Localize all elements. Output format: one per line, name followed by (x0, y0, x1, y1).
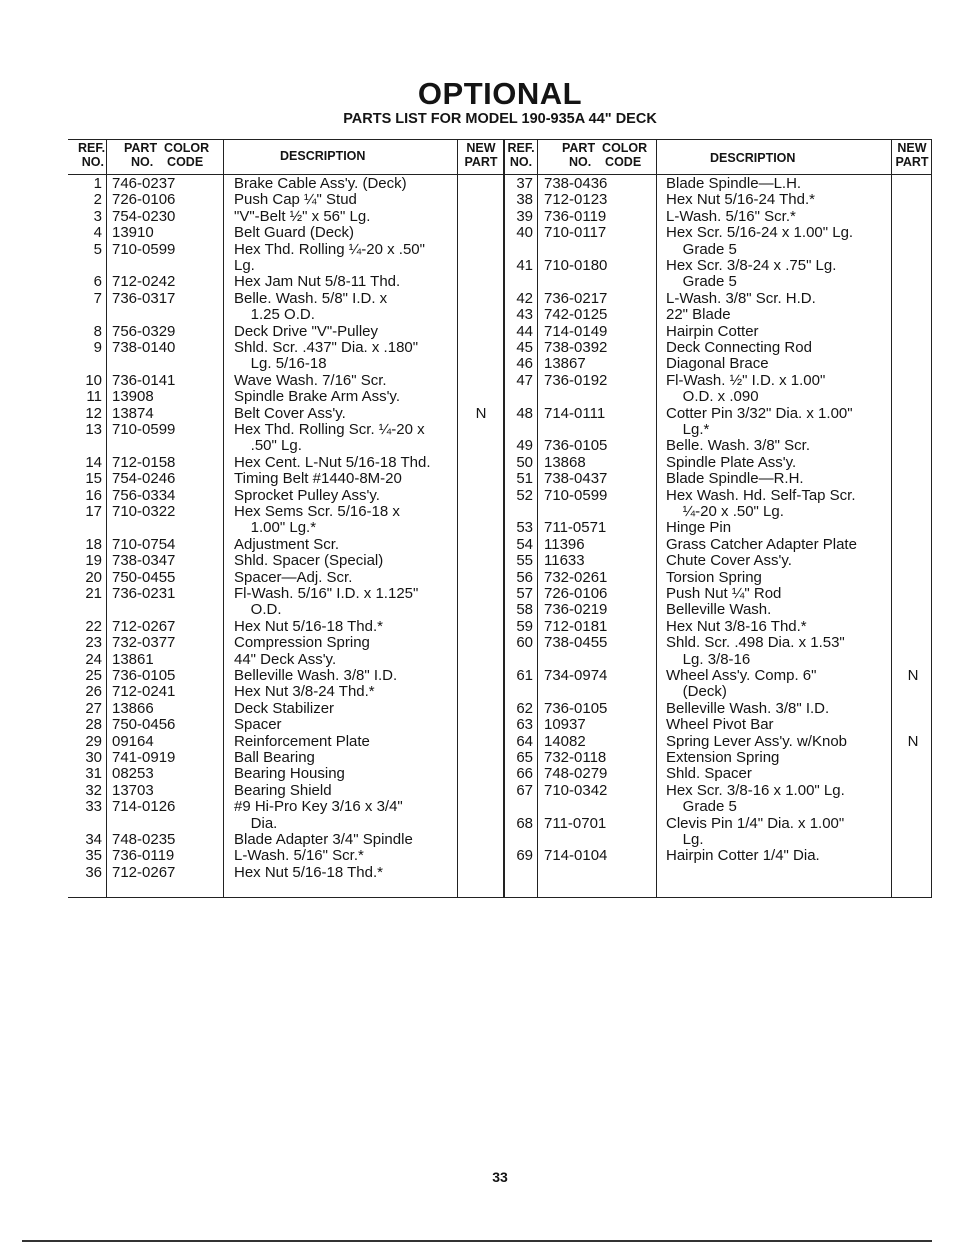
column-divider (503, 140, 505, 897)
part-description: 44" Deck Ass'y. (234, 650, 337, 668)
part-number: 714-0111 (544, 404, 606, 422)
ref-number: 4 (93, 224, 102, 242)
ref-number: 10 (85, 371, 102, 389)
part-description: Hex Sems Scr. 5/16-18 x (234, 503, 400, 520)
part-number: 738-0392 (544, 339, 608, 356)
part-number: 754-0230 (112, 207, 176, 225)
ref-number: 12 (85, 404, 102, 422)
part-description: Adjustment Scr. (234, 535, 340, 553)
part-number: 710-0342 (544, 781, 608, 799)
part-number: 712-0123 (544, 191, 608, 209)
part-number: 748-0279 (544, 765, 608, 783)
part-description: Belle. Wash. 5/8" I.D. x (234, 289, 388, 307)
ref-number: 24 (85, 650, 102, 668)
ref-number: 19 (85, 552, 102, 570)
part-number: 736-0217 (544, 289, 608, 307)
part-number: 712-0267 (112, 617, 176, 635)
part-description: Hex Nut 5/16-18 Thd.* (234, 617, 383, 635)
ref-number: 13 (85, 421, 102, 438)
part-description: Wheel Pivot Bar (666, 716, 774, 734)
part-description: Diagonal Brace (666, 355, 769, 373)
part-number: 10937 (544, 716, 586, 734)
part-description: Push Nut ¼" Rod (666, 585, 782, 602)
part-number: 736-0231 (112, 585, 176, 602)
part-description: Grass Catcher Adapter Plate (666, 535, 857, 553)
part-description: Deck Stabilizer (234, 699, 335, 717)
ref-number: 46 (516, 355, 533, 373)
part-description: Chute Cover Ass'y. (666, 552, 792, 570)
part-number: 714-0126 (112, 798, 176, 816)
ref-number: 53 (516, 519, 533, 537)
part-number: 748-0235 (112, 831, 176, 848)
ref-number: 26 (85, 683, 102, 701)
part-description: Belt Cover Ass'y. (234, 404, 346, 422)
part-description: Spindle Plate Ass'y. (666, 453, 797, 471)
part-description: Shld. Spacer (Special) (234, 552, 384, 570)
ref-number: 61 (516, 667, 533, 684)
ref-number: 67 (516, 781, 533, 799)
part-description: 22" Blade (666, 306, 731, 324)
ref-number: 50 (516, 453, 533, 471)
ref-number: 8 (93, 322, 102, 340)
part-description: Blade Adapter 3/4" Spindle (234, 831, 413, 848)
header-new-part: NEW PART (895, 141, 929, 169)
ref-number: 18 (85, 535, 102, 553)
part-number: 726-0106 (112, 191, 176, 209)
part-description: L-Wash. 3/8" Scr. H.D. (666, 289, 816, 307)
ref-number: 29 (85, 732, 102, 750)
part-description: Sprocket Pulley Ass'y. (234, 486, 380, 504)
part-number: 13866 (112, 699, 154, 717)
part-description: Belt Guard (Deck) (234, 224, 355, 242)
header-ref-no: REF. NO. (507, 141, 535, 169)
part-number: 710-0599 (544, 486, 608, 504)
part-number: 13868 (544, 453, 586, 471)
ref-number: 16 (85, 486, 102, 504)
ref-number: 63 (516, 716, 533, 734)
ref-number: 7 (93, 289, 102, 307)
part-description: Hairpin Cotter (666, 322, 759, 340)
part-number: 710-0322 (112, 503, 176, 520)
ref-number: 48 (516, 404, 533, 422)
part-description: Hex Wash. Hd. Self-Tap Scr. (666, 486, 856, 504)
part-number: 710-0117 (544, 224, 607, 242)
part-description: Hex Nut 3/8-16 Thd.* (666, 617, 807, 635)
ref-number: 54 (516, 535, 533, 553)
part-number: 13910 (112, 224, 154, 242)
part-description: #9 Hi-Pro Key 3/16 x 3/4" (234, 798, 403, 816)
part-number: 756-0334 (112, 486, 176, 504)
part-number: 732-0118 (544, 749, 607, 766)
ref-number: 60 (516, 634, 533, 652)
part-number: 754-0246 (112, 470, 176, 488)
part-number: 714-0104 (544, 847, 608, 865)
page-title: OPTIONAL (417, 76, 583, 111)
part-number: 13908 (112, 388, 154, 406)
part-number: 756-0329 (112, 322, 176, 340)
ref-number: 59 (516, 617, 533, 635)
part-description: ¼-20 x .50" Lg. (666, 503, 784, 520)
part-description: Grade 5 (666, 273, 737, 291)
part-description: O.D. x .090 (666, 388, 759, 406)
page-subtitle: PARTS LIST FOR MODEL 190-935A 44" DECK (343, 111, 657, 127)
ref-number: 31 (85, 765, 102, 783)
ref-number: 38 (516, 191, 533, 209)
part-number: 710-0180 (544, 257, 608, 274)
ref-number: 6 (93, 273, 102, 291)
part-description: Spring Lever Ass'y. w/Knob (666, 732, 848, 750)
part-number: 738-0347 (112, 552, 176, 570)
column-divider (223, 140, 224, 897)
part-description: O.D. (234, 601, 282, 619)
part-description: Dia. (234, 814, 278, 832)
part-number: 736-0119 (112, 847, 175, 865)
part-number: 712-0241 (112, 683, 176, 701)
ref-number: 43 (516, 306, 533, 324)
part-description: Shld. Spacer (666, 765, 752, 783)
ref-number: 42 (516, 289, 533, 307)
ref-number: 3 (93, 207, 102, 225)
part-number: 14082 (544, 732, 586, 750)
part-number: 710-0754 (112, 535, 176, 553)
part-description: Hex Nut 5/16-18 Thd.* (234, 863, 383, 881)
part-description: Ball Bearing (234, 749, 315, 766)
ref-number: 36 (85, 863, 102, 881)
part-description: Lg. (234, 257, 255, 274)
part-description: Lg. 5/16-18 (234, 355, 327, 373)
part-number: 736-0141 (112, 371, 176, 389)
ref-number: 66 (516, 765, 533, 783)
ref-number: 32 (85, 781, 102, 799)
part-description: "V"-Belt ½" x 56" Lg. (234, 207, 371, 225)
part-number: 09164 (112, 732, 154, 750)
part-number: 734-0974 (544, 667, 608, 684)
part-description: Spacer—Adj. Scr. (234, 568, 353, 586)
part-description: Bearing Housing (234, 765, 345, 783)
part-number: 13861 (112, 650, 154, 668)
part-number: 712-0181 (544, 617, 608, 635)
part-description: Push Cap ¼" Stud (234, 191, 357, 209)
part-description: Deck Connecting Rod (666, 339, 812, 356)
ref-number: 65 (516, 749, 533, 766)
ref-number: 49 (516, 437, 533, 455)
part-description: Hex Jam Nut 5/8-11 Thd. (234, 273, 401, 291)
part-description: Shld. Scr. .498 Dia. x 1.53" (666, 634, 845, 652)
header-new-part: NEW PART (464, 141, 498, 169)
part-description: Hairpin Cotter 1/4" Dia. (666, 847, 820, 865)
ref-number: 20 (85, 568, 102, 586)
part-number: 11396 (544, 535, 585, 553)
part-number: 738-0437 (544, 470, 608, 488)
part-description: Hex Nut 5/16-24 Thd.* (666, 191, 815, 209)
ref-number: 14 (85, 453, 102, 471)
part-number: 732-0261 (544, 568, 608, 586)
ref-number: 21 (85, 585, 102, 602)
part-description: Grade 5 (666, 240, 737, 258)
part-description: Lg.* (666, 421, 710, 438)
part-number: 732-0377 (112, 634, 176, 652)
part-description: Reinforcement Plate (234, 732, 370, 750)
column-divider (106, 140, 107, 897)
ref-number: 22 (85, 617, 102, 635)
part-description: Belleville Wash. 3/8" I.D. (666, 699, 830, 717)
column-divider (537, 140, 538, 897)
ref-number: 9 (93, 339, 102, 356)
header-part-color: PART COLOR NO. CODE (562, 141, 648, 169)
parts-table (68, 139, 932, 898)
part-description: Extension Spring (666, 749, 780, 766)
part-description: Hex Cent. L-Nut 5/16-18 Thd. (234, 453, 431, 471)
part-description: Clevis Pin 1/4" Dia. x 1.00" (666, 814, 845, 832)
ref-number: 33 (85, 798, 102, 816)
part-number: 736-0219 (544, 601, 608, 619)
part-description: Timing Belt #1440-8M-20 (234, 470, 402, 488)
part-number: 13703 (112, 781, 154, 799)
ref-number: 51 (516, 470, 533, 488)
part-number: 11633 (544, 552, 585, 570)
part-description: Bearing Shield (234, 781, 332, 799)
ref-number: 30 (85, 749, 102, 766)
ref-number: 5 (93, 240, 102, 258)
ref-number: 37 (516, 175, 533, 192)
part-number: 710-0599 (112, 240, 176, 258)
ref-number: 40 (516, 224, 533, 242)
ref-number: 47 (516, 371, 533, 389)
part-number: 741-0919 (112, 749, 176, 766)
ref-number: 68 (516, 814, 533, 832)
ref-number: 25 (85, 667, 102, 684)
ref-number: 56 (516, 568, 533, 586)
part-description: Hex Thd. Rolling ¼-20 x .50" (234, 240, 425, 258)
part-number: 736-0119 (544, 207, 607, 225)
column-divider (931, 140, 932, 897)
part-description: Grade 5 (666, 798, 737, 816)
column-divider (656, 140, 657, 897)
part-description: Fl-Wash. 5/16" I.D. x 1.125" (234, 585, 419, 602)
part-number: 736-0317 (112, 289, 176, 307)
column-divider (891, 140, 892, 897)
part-description: L-Wash. 5/16" Scr.* (234, 847, 364, 865)
ref-number: 69 (516, 847, 533, 865)
part-description: Blade Spindle—L.H. (666, 175, 802, 192)
part-description: Brake Cable Ass'y. (Deck) (234, 175, 407, 192)
ref-number: 15 (85, 470, 102, 488)
part-description: Deck Drive "V"-Pulley (234, 322, 379, 340)
part-number: 13867 (544, 355, 586, 373)
ref-number: 39 (516, 207, 533, 225)
part-description: .50" Lg. (234, 437, 302, 455)
part-number: 726-0106 (544, 585, 608, 602)
part-number: 738-0140 (112, 339, 176, 356)
part-description: Belleville Wash. (666, 601, 772, 619)
part-description: L-Wash. 5/16" Scr.* (666, 207, 796, 225)
ref-number: 62 (516, 699, 533, 717)
part-description: Hinge Pin (666, 519, 732, 537)
part-description: Belleville Wash. 3/8" I.D. (234, 667, 398, 684)
ref-number: 17 (85, 503, 102, 520)
ref-number: 28 (85, 716, 102, 734)
part-description: Hex Nut 3/8-24 Thd.* (234, 683, 375, 701)
ref-number: 57 (516, 585, 533, 602)
page-number: 33 (492, 1169, 508, 1185)
ref-number: 2 (93, 191, 102, 209)
new-part-flag: N (907, 667, 919, 684)
ref-number: 1 (93, 175, 102, 192)
part-number: 742-0125 (544, 306, 608, 324)
part-description: Hex Scr. 5/16-24 x 1.00" Lg. (666, 224, 854, 242)
part-description: Hex Thd. Rolling Scr. ¼-20 x (234, 421, 425, 438)
part-number: 711-0571 (544, 519, 607, 537)
header-ref-no: REF. NO. (78, 141, 106, 169)
part-description: Belle. Wash. 3/8" Scr. (666, 437, 810, 455)
part-description: Lg. 3/8-16 (666, 650, 751, 668)
part-description: Fl-Wash. ½" I.D. x 1.00" (666, 371, 826, 389)
part-description: Spindle Brake Arm Ass'y. (234, 388, 400, 406)
part-description: Hex Scr. 3/8-24 x .75" Lg. (666, 257, 837, 274)
part-description: Lg. (666, 831, 704, 848)
part-description: Cotter Pin 3/32" Dia. x 1.00" (666, 404, 853, 422)
ref-number: 44 (516, 322, 533, 340)
part-number: 711-0701 (544, 814, 607, 832)
ref-number: 58 (516, 601, 533, 619)
part-description: Hex Scr. 3/8-16 x 1.00" Lg. (666, 781, 845, 799)
part-description: Shld. Scr. .437" Dia. x .180" (234, 339, 419, 356)
ref-number: 64 (516, 732, 533, 750)
header-description: DESCRIPTION (280, 149, 366, 163)
part-number: 714-0149 (544, 322, 608, 340)
ref-number: 52 (516, 486, 533, 504)
part-description: (Deck) (666, 683, 727, 701)
column-divider (457, 140, 458, 897)
new-part-flag: N (907, 732, 919, 750)
part-description: Spacer (234, 716, 282, 734)
part-number: 08253 (112, 765, 154, 783)
part-number: 738-0436 (544, 175, 608, 192)
part-number: 750-0455 (112, 568, 176, 586)
part-description: 1.25 O.D. (234, 306, 315, 324)
part-number: 746-0237 (112, 175, 176, 192)
part-description: Wave Wash. 7/16" Scr. (234, 371, 387, 389)
ref-number: 35 (85, 847, 102, 865)
part-number: 736-0105 (544, 699, 608, 717)
part-description: 1.00" Lg.* (234, 519, 317, 537)
part-number: 738-0455 (544, 634, 608, 652)
part-number: 736-0105 (544, 437, 608, 455)
part-number: 712-0158 (112, 453, 176, 471)
part-number: 712-0242 (112, 273, 176, 291)
ref-number: 11 (86, 388, 102, 406)
ref-number: 23 (85, 634, 102, 652)
part-description: Blade Spindle—R.H. (666, 470, 804, 488)
footer-rule (22, 1240, 932, 1242)
ref-number: 34 (85, 831, 102, 848)
part-number: 750-0456 (112, 716, 176, 734)
part-number: 736-0192 (544, 371, 608, 389)
ref-number: 55 (516, 552, 533, 570)
header-part-color: PART COLOR NO. CODE (124, 141, 210, 169)
part-description: Compression Spring (234, 634, 370, 652)
part-number: 710-0599 (112, 421, 176, 438)
ref-number: 41 (516, 257, 533, 274)
part-number: 736-0105 (112, 667, 176, 684)
part-number: 13874 (112, 404, 154, 422)
part-description: Wheel Ass'y. Comp. 6" (666, 667, 817, 684)
header-description: DESCRIPTION (710, 151, 796, 165)
ref-number: 27 (85, 699, 102, 717)
part-number: 712-0267 (112, 863, 176, 881)
ref-number: 45 (516, 339, 533, 356)
part-description: Torsion Spring (666, 568, 762, 586)
new-part-flag: N (475, 404, 487, 422)
